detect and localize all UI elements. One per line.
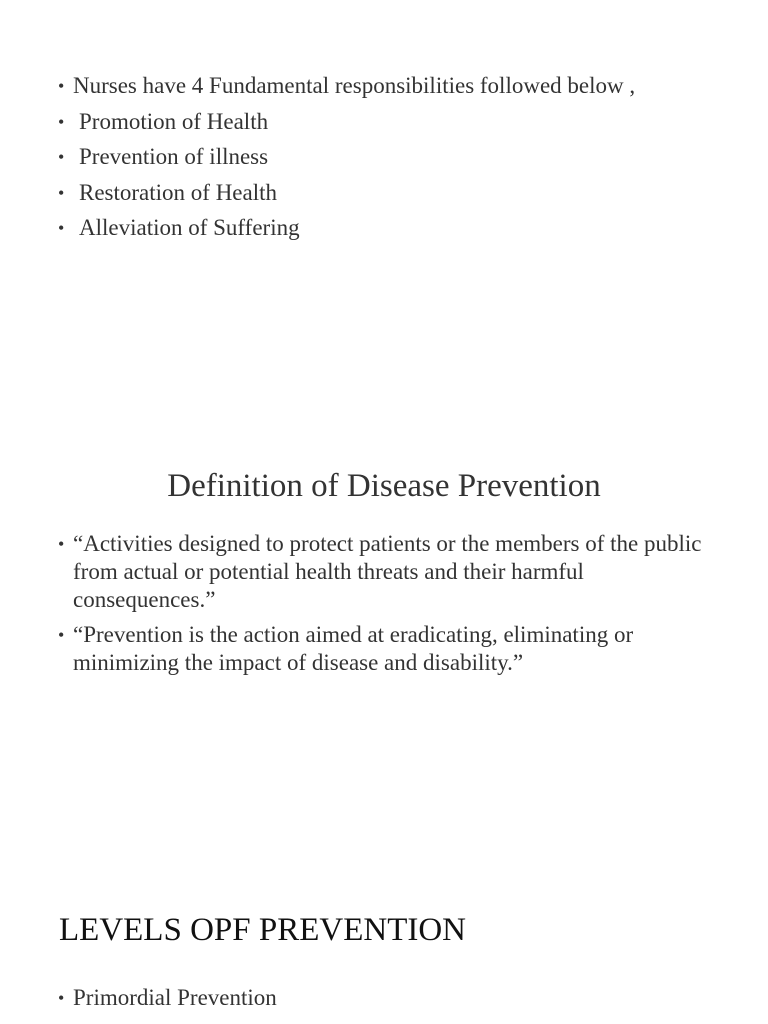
list-item-text: “Prevention is the action aimed at eradicating, eliminating or minimizing the impact of disease and disability.” (73, 622, 634, 675)
list-item (58, 179, 753, 207)
bullet-icon: • (58, 625, 65, 645)
list-item (58, 214, 753, 242)
list-item-text: “Activities designed to protect patients or the members of the public from actual or potential health threats and their harmful consequences.” (73, 531, 702, 612)
slide-levels-of-prevention (0, 910, 768, 1019)
bullet-icon: • (58, 988, 65, 1008)
list-item (58, 530, 723, 614)
list-item-text: Restoration of Health (79, 179, 278, 205)
list-item (58, 108, 753, 136)
definition-list (58, 530, 723, 677)
slide-title: LEVELS OPF PREVENTION (59, 912, 467, 948)
bullet-icon: • (58, 182, 65, 203)
bullet-icon: • (58, 147, 65, 168)
slide-nurse-responsibilities (0, 72, 768, 250)
slide-disease-prevention-definition (0, 466, 768, 684)
bullet-icon: • (58, 111, 65, 132)
levels-list (58, 984, 723, 1012)
list-item-text: Primordial Prevention (73, 985, 277, 1010)
responsibilities-list (58, 72, 753, 242)
list-item (58, 72, 753, 100)
list-item-text: Nurses have 4 Fundamental responsibilities followed below , (73, 73, 636, 98)
list-item (58, 621, 723, 677)
bullet-icon: • (58, 76, 65, 96)
list-item (58, 984, 723, 1012)
list-item (58, 143, 753, 171)
bullet-icon: • (58, 218, 65, 239)
list-item-text: Prevention of illness (79, 144, 269, 170)
list-item-text: Alleviation of Suffering (79, 215, 300, 241)
bullet-icon: • (58, 534, 65, 554)
slide-title: Definition of Disease Prevention (167, 468, 601, 504)
list-item-text: Promotion of Health (79, 108, 269, 134)
